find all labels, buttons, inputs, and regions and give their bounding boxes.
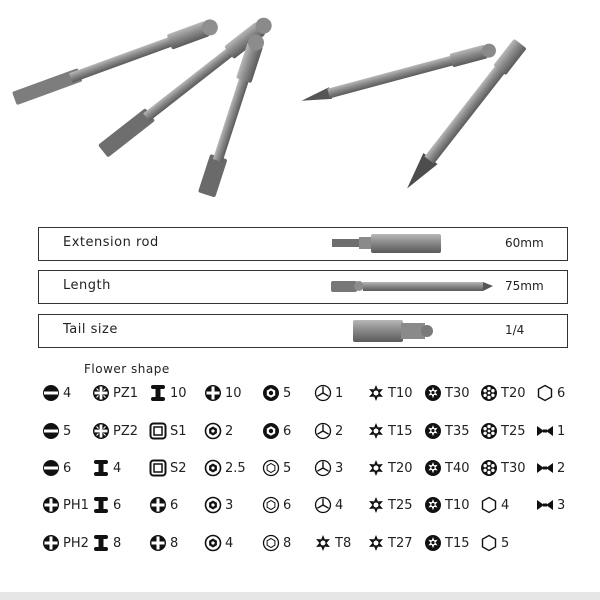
bit-type-label: 5	[63, 423, 72, 439]
bit-type-item	[42, 457, 71, 479]
bit-type-item	[367, 420, 412, 442]
bit-type-item	[92, 532, 121, 554]
bit-type-item	[536, 457, 565, 479]
torx-icon	[367, 384, 385, 402]
bit-type-item	[367, 494, 412, 516]
slotted-icon	[42, 384, 60, 402]
circle-dot-icon	[204, 459, 222, 477]
bit-type-item	[480, 532, 509, 554]
bit-type-label: 2	[557, 460, 566, 476]
pozi-icon	[92, 384, 110, 402]
bit-type-label: T10	[388, 385, 413, 401]
bit-type-label: PH2	[63, 535, 89, 551]
bit-type-item	[314, 532, 351, 554]
bit-type-item	[92, 420, 138, 442]
bit-type-item	[536, 382, 565, 404]
torx-icon	[367, 422, 385, 440]
spec-label: Length	[63, 278, 111, 293]
spec-row-length	[38, 270, 568, 304]
slotted-icon	[42, 422, 60, 440]
torx-icon	[314, 534, 332, 552]
bit-type-label: T8	[335, 535, 352, 551]
bit-type-label: T30	[445, 385, 470, 401]
bit-type-item	[367, 457, 412, 479]
spec-value: 60mm	[505, 236, 544, 250]
bit-type-label: T30	[501, 460, 526, 476]
circle-outline-icon	[262, 496, 280, 514]
hex-dot-icon	[262, 422, 280, 440]
tri-wing-icon	[92, 534, 110, 552]
bit-type-label: 6	[283, 497, 292, 513]
bit-type-item	[149, 457, 187, 479]
slotted-bit-1	[12, 17, 220, 106]
hex-dot-icon	[262, 384, 280, 402]
hex-outline-icon	[536, 384, 554, 402]
bit-type-item	[42, 494, 89, 516]
phillips-icon	[149, 534, 167, 552]
bit-type-label: 3	[225, 497, 234, 513]
circle-dot-icon	[204, 422, 222, 440]
bit-type-item	[204, 532, 233, 554]
bit-type-label: 10	[170, 385, 187, 401]
tail-size-image	[351, 315, 451, 347]
bit-type-label: 5	[283, 460, 292, 476]
bit-type-item	[314, 494, 343, 516]
bit-type-item	[204, 420, 233, 442]
bowtie-icon	[536, 422, 554, 440]
bit-type-label: T35	[445, 423, 470, 439]
bit-type-label: 2	[225, 423, 234, 439]
bit-type-item	[92, 382, 138, 404]
bit-type-item	[204, 382, 242, 404]
tri-wing-icon	[92, 459, 110, 477]
spec-label: Extension rod	[63, 235, 159, 250]
bit-type-label: 6	[113, 497, 122, 513]
bit-type-label: 8	[170, 535, 179, 551]
torx-pin-icon	[480, 384, 498, 402]
bit-type-label: 10	[225, 385, 242, 401]
circle-outline-icon	[262, 459, 280, 477]
bit-type-label: 5	[501, 535, 510, 551]
bit-type-label: T15	[445, 535, 470, 551]
tri-point-icon	[314, 384, 332, 402]
bit-type-item	[536, 420, 565, 442]
torx-icon	[367, 459, 385, 477]
bit-type-item	[424, 382, 469, 404]
torx-hole-icon	[424, 496, 442, 514]
bit-type-label: T25	[501, 423, 526, 439]
bit-type-item	[262, 494, 291, 516]
bit-type-item	[149, 494, 178, 516]
torx-hole-icon	[424, 384, 442, 402]
bit-type-label: PZ2	[113, 423, 139, 439]
bit-type-item	[204, 494, 233, 516]
bit-type-item	[149, 420, 187, 442]
bit-type-label: 3	[335, 460, 344, 476]
square-icon	[149, 422, 167, 440]
bit-type-item	[480, 420, 525, 442]
bit-type-item	[424, 457, 469, 479]
bit-type-item	[536, 494, 565, 516]
bit-type-item	[92, 494, 121, 516]
bit-type-item	[424, 494, 469, 516]
bit-type-label: 5	[283, 385, 292, 401]
bit-type-item	[204, 457, 246, 479]
bit-type-label: 8	[113, 535, 122, 551]
bit-type-item	[149, 532, 178, 554]
bit-type-item	[480, 494, 509, 516]
bit-type-item	[92, 457, 121, 479]
torx-icon	[367, 496, 385, 514]
bit-type-item	[42, 532, 89, 554]
phillips-icon	[42, 496, 60, 514]
bit-type-label: PZ1	[113, 385, 139, 401]
bit-type-label: T20	[501, 385, 526, 401]
bit-type-label: T10	[445, 497, 470, 513]
bit-type-label: 2	[335, 423, 344, 439]
bit-type-label: S1	[170, 423, 187, 439]
bit-type-item	[367, 532, 412, 554]
pozi-icon	[92, 422, 110, 440]
bit-type-label: 6	[170, 497, 179, 513]
product-photo	[0, 0, 600, 205]
bit-type-label: 4	[501, 497, 510, 513]
torx-hole-icon	[424, 459, 442, 477]
slotted-icon	[42, 459, 60, 477]
bit-type-label: PH1	[63, 497, 89, 513]
tri-point-icon	[314, 496, 332, 514]
torx-hole-icon	[424, 422, 442, 440]
bit-type-item	[314, 382, 343, 404]
spec-row-tail	[38, 314, 568, 348]
spec-value: 75mm	[505, 279, 544, 293]
bit-type-item	[480, 382, 525, 404]
length-bit-image	[329, 271, 499, 303]
circle-dot-icon	[204, 496, 222, 514]
bottom-divider	[0, 592, 600, 600]
tri-wing-icon	[149, 384, 167, 402]
torx-pin-icon	[480, 422, 498, 440]
bit-type-label: 6	[283, 423, 292, 439]
bit-type-label: S2	[170, 460, 187, 476]
extension-rod-image	[329, 228, 449, 260]
bowtie-icon	[536, 496, 554, 514]
grid-title: Flower shape	[84, 362, 170, 376]
bit-type-label: 4	[225, 535, 234, 551]
bit-type-label: 1	[557, 423, 566, 439]
bit-type-item	[367, 382, 412, 404]
circle-outline-icon	[262, 534, 280, 552]
bit-type-item	[149, 382, 187, 404]
tri-wing-icon	[92, 496, 110, 514]
tri-point-icon	[314, 422, 332, 440]
bit-type-label: 4	[113, 460, 122, 476]
spec-label: Tail size	[63, 322, 118, 337]
bit-type-label: T15	[388, 423, 413, 439]
bit-type-label: 8	[283, 535, 292, 551]
bit-type-item	[424, 532, 469, 554]
bit-type-label: 1	[335, 385, 344, 401]
bit-type-item	[262, 420, 291, 442]
bit-type-item	[480, 457, 525, 479]
tri-point-icon	[314, 459, 332, 477]
hex-outline-icon	[480, 496, 498, 514]
torx-hole-icon	[424, 534, 442, 552]
bit-type-label: 6	[63, 460, 72, 476]
bit-type-label: T25	[388, 497, 413, 513]
bit-type-item	[262, 532, 291, 554]
torx-pin-icon	[480, 459, 498, 477]
bit-type-item	[424, 420, 469, 442]
bit-type-label: 3	[557, 497, 566, 513]
phillips-icon	[204, 384, 222, 402]
phillips-icon	[149, 496, 167, 514]
bit-type-label: T40	[445, 460, 470, 476]
phillips-bit-1	[300, 42, 498, 108]
bit-type-item	[42, 420, 71, 442]
bit-type-label: 4	[335, 497, 344, 513]
square-icon	[149, 459, 167, 477]
spec-row-extension	[38, 227, 568, 261]
bit-type-item	[42, 382, 71, 404]
bowtie-icon	[536, 459, 554, 477]
bit-type-label: 6	[557, 385, 566, 401]
phillips-icon	[42, 534, 60, 552]
bit-type-label: 2.5	[225, 460, 246, 476]
bit-type-item	[262, 382, 291, 404]
spec-value: 1/4	[505, 323, 525, 337]
bit-type-item	[314, 457, 343, 479]
bit-type-item	[314, 420, 343, 442]
hex-outline-icon	[480, 534, 498, 552]
bit-type-label: 4	[63, 385, 72, 401]
bit-type-label: T27	[388, 535, 413, 551]
bit-type-label: T20	[388, 460, 413, 476]
torx-icon	[367, 534, 385, 552]
circle-dot-icon	[204, 534, 222, 552]
bit-type-item	[262, 457, 291, 479]
